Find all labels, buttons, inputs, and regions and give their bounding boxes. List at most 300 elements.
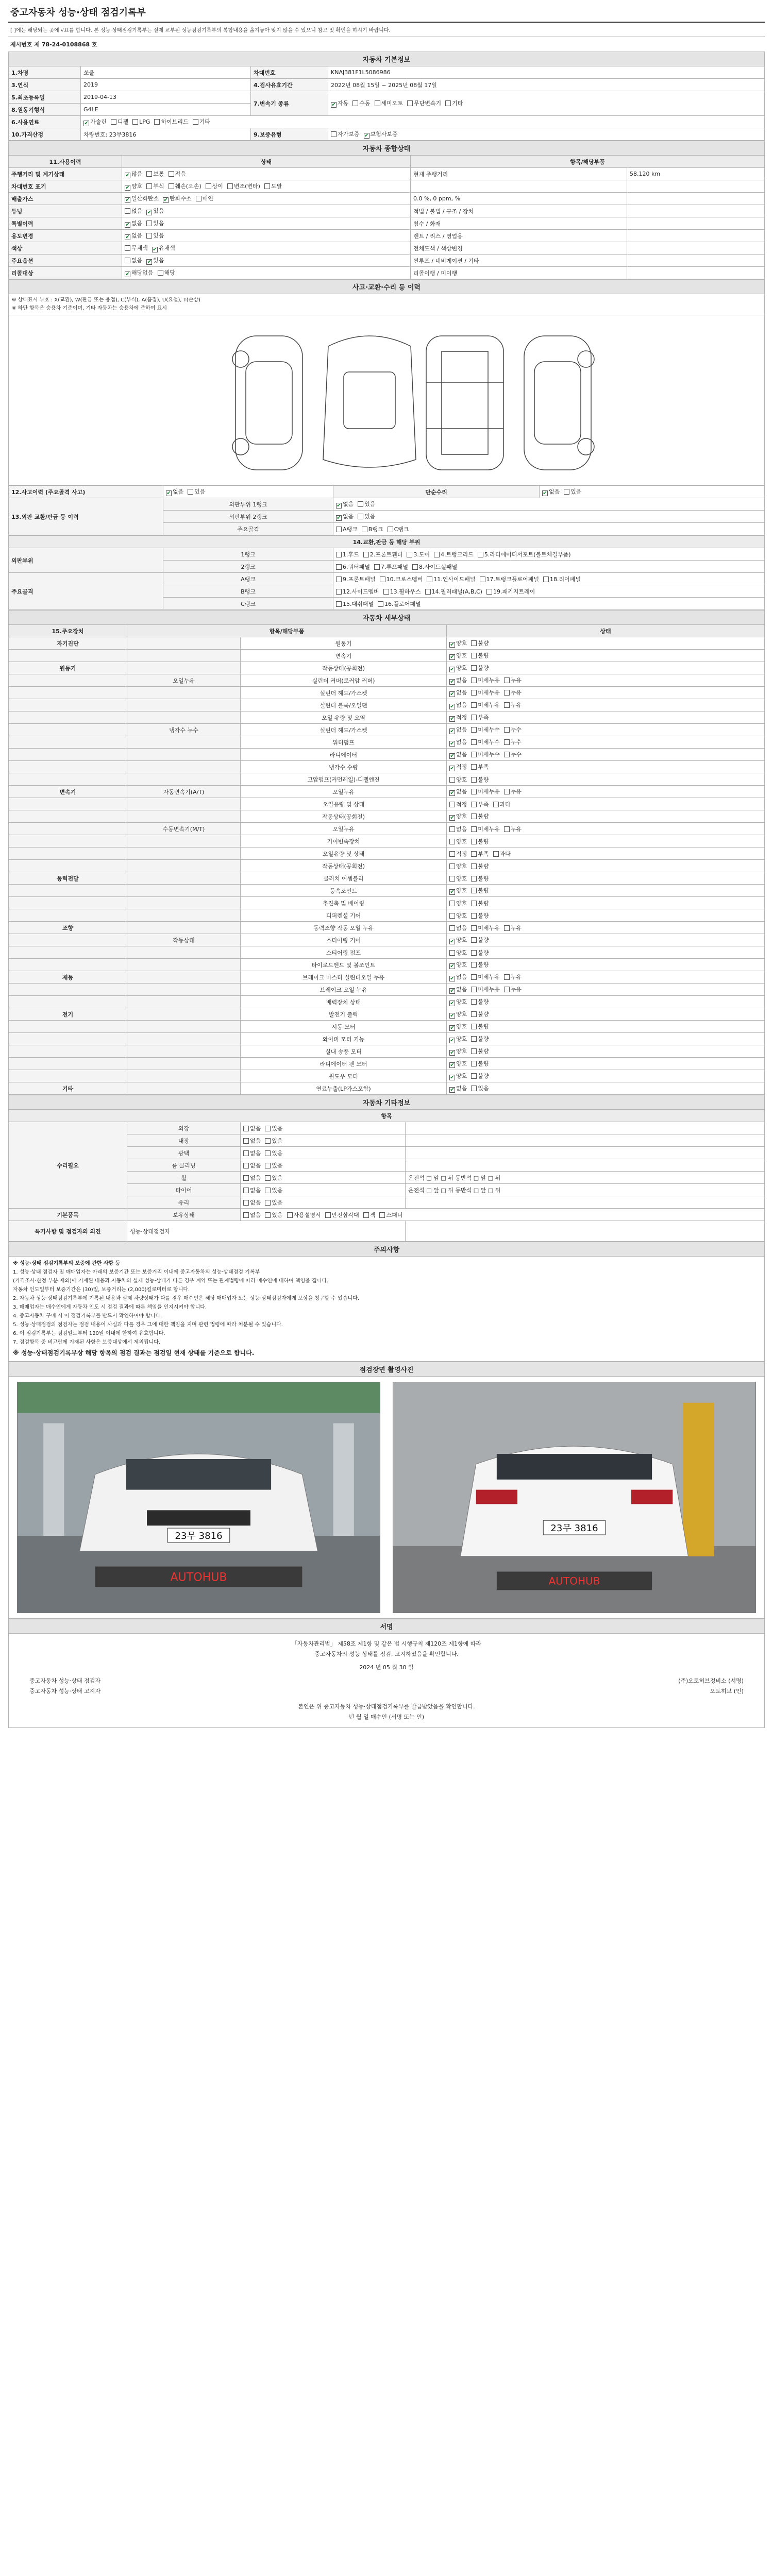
accident.repair_options-option[interactable]: ✔ 없음 — [166, 487, 183, 496]
detail-status[interactable] — [447, 1008, 765, 1021]
checkbox-icon[interactable] — [471, 962, 477, 968]
checkbox-icon[interactable] — [449, 901, 455, 906]
checkbox-icon[interactable] — [111, 119, 116, 125]
accident.simple_options-option[interactable]: ✔ 없음 — [336, 500, 354, 509]
accident.frameC-option[interactable]: 15.대쉬패널 — [336, 600, 374, 608]
basic.fuel_options-option[interactable]: 디젤 — [111, 117, 128, 126]
overall.rows.4.options-option[interactable]: ✔ 없음 — [125, 219, 142, 228]
other-options[interactable] — [241, 1172, 406, 1184]
other.basic_options-option[interactable]: 없음 — [243, 1211, 261, 1219]
basic.trans_options-option[interactable]: ✔ 자동 — [331, 99, 348, 108]
frame-c-parts[interactable] — [333, 598, 765, 610]
other.basic_options-option[interactable]: 있음 — [265, 1211, 282, 1219]
detail.rows.33.options-option[interactable]: 불량 — [471, 1047, 489, 1055]
other.rows.0.options-option[interactable]: 없음 — [243, 1124, 261, 1132]
checkbox-icon[interactable] — [471, 999, 477, 1005]
detail.rows.5.options-option[interactable]: 미세누유 — [471, 701, 500, 709]
checkbox-icon[interactable] — [478, 552, 483, 557]
checkbox-icon[interactable] — [449, 766, 455, 771]
accident.rank1_parts-option[interactable]: 3.도어 — [407, 550, 430, 558]
accident.simple_options-option[interactable]: 있음 — [358, 500, 375, 508]
checkbox-icon[interactable] — [504, 702, 510, 708]
checkbox-icon[interactable] — [449, 988, 455, 994]
overall-row-options[interactable] — [122, 180, 411, 193]
accident.frameA-option[interactable]: 9.프론트패널 — [336, 575, 376, 583]
checkbox-icon[interactable] — [336, 527, 342, 532]
detail-status[interactable] — [447, 761, 765, 773]
detail.rows.8.options-option[interactable]: ✔ 없음 — [449, 738, 467, 747]
detail.rows.5.options-option[interactable]: ✔ 없음 — [449, 701, 467, 709]
detail.rows.12.options-option[interactable]: 미세누유 — [471, 787, 500, 795]
checkbox-icon[interactable] — [125, 197, 130, 203]
detail.rows.35.options-option[interactable]: 불량 — [471, 1072, 489, 1080]
checkbox-icon[interactable] — [166, 490, 172, 496]
checkbox-icon[interactable] — [449, 839, 455, 844]
overall.rows.0.options-option[interactable]: 보통 — [146, 170, 164, 178]
detail.rows.21.options-option[interactable]: 양호 — [449, 899, 467, 907]
checkbox-icon[interactable] — [336, 503, 342, 509]
detail-status[interactable] — [447, 922, 765, 934]
checkbox-icon[interactable] — [193, 119, 198, 125]
detail.rows.32.options-option[interactable]: 불량 — [471, 1035, 489, 1043]
detail.rows.15.options-option[interactable]: 누유 — [504, 825, 522, 833]
checkbox-icon[interactable] — [471, 1011, 477, 1017]
accident.rank1_parts-option[interactable]: 2.프론트휀더 — [363, 550, 403, 558]
detail.rows.27.options-option[interactable]: ✔ 없음 — [449, 973, 467, 981]
other.rows.1.options-option[interactable]: 있음 — [265, 1137, 282, 1145]
detail.rows.28.options-option[interactable]: 미세누유 — [471, 985, 500, 993]
checkbox-icon[interactable] — [265, 1200, 271, 1206]
other.rows.2.options-option[interactable]: 없음 — [243, 1149, 261, 1157]
checkbox-icon[interactable] — [379, 1212, 385, 1218]
checkbox-icon[interactable] — [449, 753, 455, 759]
checkbox-icon[interactable] — [125, 272, 130, 277]
checkbox-icon[interactable] — [449, 851, 455, 857]
detail.rows.7.options-option[interactable]: 미세누수 — [471, 725, 500, 734]
detail-status[interactable] — [447, 786, 765, 798]
checkbox-icon[interactable] — [407, 100, 413, 106]
accident.rank1_parts-option[interactable]: 1.후드 — [336, 550, 359, 558]
detail-status[interactable] — [447, 860, 765, 872]
detail-status[interactable] — [447, 650, 765, 662]
checkbox-icon[interactable] — [471, 974, 477, 980]
rank1-parts[interactable] — [333, 548, 765, 561]
accident.frameA-option[interactable]: 17.트렁크플로어패널 — [480, 575, 540, 583]
detail-status[interactable] — [447, 885, 765, 897]
checkbox-icon[interactable] — [471, 950, 477, 956]
checkbox-icon[interactable] — [471, 1048, 477, 1054]
checkbox-icon[interactable] — [125, 245, 130, 251]
other-options[interactable] — [241, 1147, 406, 1159]
detail-status[interactable] — [447, 996, 765, 1008]
basic-items-options[interactable] — [241, 1209, 765, 1221]
checkbox-icon[interactable] — [471, 913, 477, 919]
checkbox-icon[interactable] — [504, 752, 510, 757]
detail.rows.3.options-option[interactable]: 누유 — [504, 676, 522, 684]
detail-status[interactable] — [447, 959, 765, 971]
detail.rows.31.options-option[interactable]: ✔ 양호 — [449, 1022, 467, 1031]
checkbox-icon[interactable] — [471, 665, 477, 671]
overall-row-options[interactable] — [122, 230, 411, 242]
detail.rows.32.options-option[interactable]: ✔ 양호 — [449, 1035, 467, 1043]
checkbox-icon[interactable] — [471, 677, 477, 683]
checkbox-icon[interactable] — [504, 925, 510, 931]
detail-status[interactable] — [447, 1045, 765, 1058]
accident.frameA-option[interactable]: 18.리어패널 — [543, 575, 581, 583]
detail-status[interactable] — [447, 674, 765, 687]
checkbox-icon[interactable] — [504, 690, 510, 696]
accident.frameB-option[interactable]: 13.휠하우스 — [383, 587, 421, 596]
checkbox-icon[interactable] — [206, 183, 211, 189]
checkbox-icon[interactable] — [471, 1073, 477, 1079]
overall-row-options[interactable] — [122, 193, 411, 205]
other.rows.6.options-option[interactable]: 없음 — [243, 1198, 261, 1207]
accident.simple_options-option[interactable]: ✔ 없음 — [336, 512, 354, 521]
checkbox-icon[interactable] — [471, 826, 477, 832]
checkbox-icon[interactable] — [325, 1212, 331, 1218]
accident.repair_options-option[interactable]: 있음 — [188, 487, 205, 496]
checkbox-icon[interactable] — [434, 552, 440, 557]
checkbox-icon[interactable] — [196, 196, 201, 201]
basic.trans_options-option[interactable]: 수동 — [352, 99, 370, 107]
overall-row-options[interactable] — [122, 242, 411, 255]
detail.rows.4.options-option[interactable]: 미세누유 — [471, 688, 500, 697]
checkbox-icon[interactable] — [188, 489, 193, 495]
checkbox-icon[interactable] — [374, 564, 380, 570]
detail.rows.24.options-option[interactable]: 불량 — [471, 936, 489, 944]
detail.rows.21.options-option[interactable]: 불량 — [471, 899, 489, 907]
checkbox-icon[interactable] — [543, 577, 549, 582]
checkbox-icon[interactable] — [449, 716, 455, 722]
checkbox-icon[interactable] — [169, 183, 174, 189]
accident.rank1_parts-option[interactable]: 4.트렁크리드 — [434, 550, 474, 558]
checkbox-icon[interactable] — [265, 1150, 271, 1156]
checkbox-icon[interactable] — [243, 1175, 249, 1181]
checkbox-icon[interactable] — [449, 1075, 455, 1080]
detail-status[interactable] — [447, 699, 765, 711]
overall.rows.6.options-option[interactable]: ✔ 유채색 — [152, 244, 175, 252]
detail.rows.8.options-option[interactable]: 누수 — [504, 738, 522, 746]
accident.rank1_parts-option[interactable]: 5.라디에이터서포트(볼트체결부품) — [478, 550, 571, 558]
checkbox-icon[interactable] — [471, 752, 477, 757]
checkbox-icon[interactable] — [449, 826, 455, 832]
detail.rows.14.options-option[interactable]: 불량 — [471, 812, 489, 820]
detail-status[interactable] — [447, 835, 765, 848]
detail.rows.25.options-option[interactable]: 불량 — [471, 948, 489, 957]
detail.rows.23.options-option[interactable]: 미세누유 — [471, 924, 500, 932]
other-options[interactable] — [241, 1196, 406, 1209]
checkbox-icon[interactable] — [493, 802, 499, 807]
checkbox-icon[interactable] — [331, 131, 337, 137]
buyer-line[interactable]: 년 월 일 매수인 (서명 또는 인) — [348, 1714, 425, 1720]
detail-status[interactable] — [447, 848, 765, 860]
other-options[interactable] — [241, 1159, 406, 1172]
detail.rows.34.options-option[interactable]: 불량 — [471, 1059, 489, 1067]
checkbox-icon[interactable] — [445, 100, 451, 106]
checkbox-icon[interactable] — [243, 1188, 249, 1193]
checkbox-icon[interactable] — [243, 1150, 249, 1156]
checkbox-icon[interactable] — [287, 1212, 293, 1218]
checkbox-icon[interactable] — [125, 222, 130, 228]
checkbox-icon[interactable] — [125, 185, 130, 191]
overall.rows.8.options-option[interactable]: 해당 — [158, 268, 175, 277]
checkbox-icon[interactable] — [331, 102, 337, 108]
detail.rows.7.options-option[interactable]: ✔ 없음 — [449, 725, 467, 734]
checkbox-icon[interactable] — [449, 889, 455, 895]
checkbox-icon[interactable] — [449, 704, 455, 709]
checkbox-icon[interactable] — [154, 119, 160, 125]
checkbox-icon[interactable] — [471, 702, 477, 708]
checkbox-icon[interactable] — [363, 1212, 369, 1218]
checkbox-icon[interactable] — [449, 741, 455, 747]
checkbox-icon[interactable] — [471, 937, 477, 943]
simple-repair-options[interactable] — [540, 486, 765, 498]
other.rows.0.options-option[interactable]: 있음 — [265, 1124, 282, 1132]
other.rows.5.options-option[interactable]: 없음 — [243, 1186, 261, 1194]
detail.rows.24.options-option[interactable]: ✔ 양호 — [449, 936, 467, 944]
checkbox-icon[interactable] — [146, 210, 152, 215]
accident.rank2_parts-option[interactable]: 8.사이드실패널 — [412, 563, 457, 571]
checkbox-icon[interactable] — [449, 691, 455, 697]
checkbox-icon[interactable] — [449, 642, 455, 648]
checkbox-icon[interactable] — [449, 863, 455, 869]
checkbox-icon[interactable] — [265, 1188, 271, 1193]
detail.rows.18.options-option[interactable]: 양호 — [449, 862, 467, 870]
checkbox-icon[interactable] — [352, 100, 358, 106]
detail-status[interactable] — [447, 662, 765, 674]
accident.rank2_parts-option[interactable]: 7.루프패널 — [374, 563, 408, 571]
accident.rank2_parts-option[interactable]: 6.쿼터패널 — [336, 563, 370, 571]
warranty-options[interactable] — [328, 128, 765, 141]
detail.rows.3.options-option[interactable]: 미세누유 — [471, 676, 500, 684]
other.rows.1.options-option[interactable]: 없음 — [243, 1137, 261, 1145]
detail.rows.10.options-option[interactable]: 부족 — [471, 762, 489, 771]
detail.rows.4.options-option[interactable]: 누유 — [504, 688, 522, 697]
detail-status[interactable] — [447, 1021, 765, 1033]
checkbox-icon[interactable] — [358, 501, 363, 507]
detail-status[interactable] — [447, 637, 765, 650]
other-options[interactable] — [241, 1184, 406, 1196]
detail-status[interactable] — [447, 1070, 765, 1082]
rank1-options[interactable] — [333, 498, 765, 511]
accident.simple_options-option[interactable]: 있음 — [564, 487, 581, 496]
checkbox-icon[interactable] — [542, 490, 548, 496]
checkbox-icon[interactable] — [449, 1025, 455, 1031]
checkbox-icon[interactable] — [169, 171, 174, 177]
detail-status[interactable] — [447, 971, 765, 984]
overall-row-options[interactable] — [122, 267, 411, 279]
detail.rows.22.options-option[interactable]: 불량 — [471, 911, 489, 920]
checkbox-icon[interactable] — [504, 974, 510, 980]
detail.rows.0.options-option[interactable]: ✔ 양호 — [449, 639, 467, 648]
basic.fuel_options-option[interactable]: ✔ 가솔린 — [83, 117, 107, 126]
overall.rows.2.options-option[interactable]: ✔ 탄화수소 — [163, 194, 192, 203]
checkbox-icon[interactable] — [471, 863, 477, 869]
other.rows.5.options-option[interactable]: 있음 — [265, 1186, 282, 1194]
basic.trans_options-option[interactable]: 세미오토 — [375, 99, 404, 107]
overall.rows.5.options-option[interactable]: ✔ 없음 — [125, 231, 142, 240]
overall.rows.5.options-option[interactable]: 있음 — [146, 231, 164, 240]
detail.rows.34.options-option[interactable]: ✔ 양호 — [449, 1059, 467, 1068]
detail-status[interactable] — [447, 934, 765, 946]
detail.rows.18.options-option[interactable]: 불량 — [471, 862, 489, 870]
detail.rows.11.options-option[interactable]: 불량 — [471, 775, 489, 784]
checkbox-icon[interactable] — [471, 764, 477, 770]
detail-status[interactable] — [447, 687, 765, 699]
accident.frameB-option[interactable]: 19.패키지트레이 — [486, 587, 535, 596]
detail.rows.2.options-option[interactable]: 불량 — [471, 664, 489, 672]
detail-status[interactable] — [447, 897, 765, 909]
detail.rows.10.options-option[interactable]: ✔ 적정 — [449, 762, 467, 771]
detail.rows.30.options-option[interactable]: ✔ 양호 — [449, 1010, 467, 1019]
checkbox-icon[interactable] — [449, 777, 455, 783]
accident.frameB-option[interactable]: 14.필러패널(A,B,C) — [425, 587, 482, 596]
checkbox-icon[interactable] — [383, 589, 389, 595]
other.rows.4.options-option[interactable]: 있음 — [265, 1174, 282, 1182]
detail-status[interactable] — [447, 749, 765, 761]
overall.rows.3.options-option[interactable]: 없음 — [125, 207, 142, 215]
other-options[interactable] — [241, 1134, 406, 1147]
checkbox-icon[interactable] — [265, 1175, 271, 1181]
checkbox-icon[interactable] — [504, 789, 510, 794]
overall.rows.1.options-option[interactable]: 도말 — [264, 182, 282, 190]
detail.rows.36.options-option[interactable]: ✔ 없음 — [449, 1084, 467, 1093]
checkbox-icon[interactable] — [471, 1036, 477, 1042]
overall.rows.2.options-option[interactable]: ✔ 일산화탄소 — [125, 194, 159, 203]
checkbox-icon[interactable] — [449, 950, 455, 956]
detail.rows.35.options-option[interactable]: ✔ 양호 — [449, 1072, 467, 1080]
checkbox-icon[interactable] — [471, 789, 477, 794]
detail.rows.20.options-option[interactable]: 불량 — [471, 886, 489, 894]
detail.rows.16.options-option[interactable]: 양호 — [449, 837, 467, 845]
checkbox-icon[interactable] — [480, 577, 485, 582]
checkbox-icon[interactable] — [243, 1212, 249, 1218]
checkbox-icon[interactable] — [265, 1163, 271, 1168]
detail.rows.13.options-option[interactable]: 과다 — [493, 800, 511, 808]
checkbox-icon[interactable] — [375, 100, 380, 106]
checkbox-icon[interactable] — [471, 640, 477, 646]
detail.rows.9.options-option[interactable]: ✔ 없음 — [449, 750, 467, 759]
overall.rows.1.options-option[interactable]: 훼손(오손) — [169, 182, 201, 190]
checkbox-icon[interactable] — [388, 527, 393, 532]
checkbox-icon[interactable] — [449, 939, 455, 944]
other.basic_options-option[interactable]: 스패너 — [379, 1211, 402, 1219]
rank2-options[interactable] — [333, 511, 765, 523]
checkbox-icon[interactable] — [336, 577, 342, 582]
checkbox-icon[interactable] — [471, 901, 477, 906]
checkbox-icon[interactable] — [449, 1050, 455, 1056]
detail.rows.4.options-option[interactable]: ✔ 없음 — [449, 688, 467, 697]
detail-status[interactable] — [447, 724, 765, 736]
checkbox-icon[interactable] — [449, 1001, 455, 1006]
detail.rows.11.options-option[interactable]: 양호 — [449, 775, 467, 784]
overall.rows.6.options-option[interactable]: 무채색 — [125, 244, 148, 252]
checkbox-icon[interactable] — [412, 564, 418, 570]
accident.frameA-option[interactable]: 10.크로스멤버 — [380, 575, 423, 583]
checkbox-icon[interactable] — [449, 913, 455, 919]
detail.rows.19.options-option[interactable]: 양호 — [449, 874, 467, 883]
overall-row-options[interactable] — [122, 168, 411, 180]
detail.rows.0.options-option[interactable]: 불량 — [471, 639, 489, 647]
detail.rows.26.options-option[interactable]: 불량 — [471, 960, 489, 969]
accident.frameC-option[interactable]: 16.플로어패널 — [378, 600, 421, 608]
detail.rows.36.options-option[interactable]: 있음 — [471, 1084, 489, 1092]
checkbox-icon[interactable] — [425, 589, 431, 595]
detail-status[interactable] — [447, 823, 765, 835]
checkbox-icon[interactable] — [336, 601, 342, 607]
overall.rows.7.options-option[interactable]: 없음 — [125, 256, 142, 264]
other.rows.2.options-option[interactable]: 있음 — [265, 1149, 282, 1157]
checkbox-icon[interactable] — [163, 197, 169, 203]
checkbox-icon[interactable] — [125, 173, 130, 178]
checkbox-icon[interactable] — [471, 1024, 477, 1029]
checkbox-icon[interactable] — [471, 802, 477, 807]
checkbox-icon[interactable] — [449, 679, 455, 685]
detail.rows.30.options-option[interactable]: 불량 — [471, 1010, 489, 1018]
detail.rows.19.options-option[interactable]: 불량 — [471, 874, 489, 883]
fuel-options[interactable] — [81, 116, 765, 128]
checkbox-icon[interactable] — [152, 247, 158, 252]
detail.rows.27.options-option[interactable]: 미세누유 — [471, 973, 500, 981]
checkbox-icon[interactable] — [449, 976, 455, 981]
opinion-value[interactable] — [406, 1221, 765, 1242]
checkbox-icon[interactable] — [564, 489, 569, 495]
checkbox-icon[interactable] — [471, 839, 477, 844]
basic.trans_options-option[interactable]: 무단변속기 — [407, 99, 441, 107]
checkbox-icon[interactable] — [125, 234, 130, 240]
checkbox-icon[interactable] — [449, 728, 455, 734]
checkbox-icon[interactable] — [449, 1087, 455, 1093]
overall.rows.7.options-option[interactable]: ✔ 있음 — [146, 256, 164, 265]
detail.rows.16.options-option[interactable]: 불량 — [471, 837, 489, 845]
checkbox-icon[interactable] — [471, 987, 477, 992]
detail.rows.5.options-option[interactable]: 누유 — [504, 701, 522, 709]
checkbox-icon[interactable] — [265, 1138, 271, 1144]
checkbox-icon[interactable] — [449, 1013, 455, 1019]
checkbox-icon[interactable] — [427, 577, 432, 582]
detail.rows.3.options-option[interactable]: ✔ 없음 — [449, 676, 467, 685]
checkbox-icon[interactable] — [504, 739, 510, 745]
overall.rows.1.options-option[interactable]: 상이 — [206, 182, 223, 190]
overall.rows.1.options-option[interactable]: ✔ 양호 — [125, 182, 142, 191]
accident.simple_options-option[interactable]: ✔ 없음 — [542, 487, 560, 496]
checkbox-icon[interactable] — [83, 121, 89, 126]
checkbox-icon[interactable] — [125, 258, 130, 263]
detail-status[interactable] — [447, 946, 765, 959]
detail.rows.15.options-option[interactable]: 없음 — [449, 825, 467, 833]
overall.rows.1.options-option[interactable]: 부식 — [146, 182, 164, 190]
accident.frameA-option[interactable]: 11.인사이드패널 — [427, 575, 475, 583]
checkbox-icon[interactable] — [243, 1126, 249, 1131]
detail-status[interactable] — [447, 984, 765, 996]
detail-status[interactable] — [447, 736, 765, 749]
checkbox-icon[interactable] — [471, 814, 477, 819]
detail-status[interactable] — [447, 872, 765, 885]
accident.frame_options-option[interactable]: C랭크 — [388, 525, 409, 533]
checkbox-icon[interactable] — [486, 589, 492, 595]
detail.rows.15.options-option[interactable]: 미세누유 — [471, 825, 500, 833]
detail.rows.6.options-option[interactable]: ✔ 적정 — [449, 713, 467, 722]
overall.rows.1.options-option[interactable]: 변조(변타) — [227, 182, 260, 190]
checkbox-icon[interactable] — [449, 815, 455, 821]
accident.frame_options-option[interactable]: A랭크 — [336, 525, 358, 533]
other.basic_options-option[interactable]: 잭 — [363, 1211, 376, 1219]
basic.fuel_options-option[interactable]: 기타 — [193, 117, 210, 126]
detail.rows.12.options-option[interactable]: ✔ 없음 — [449, 787, 467, 796]
checkbox-icon[interactable] — [132, 119, 138, 125]
detail.rows.14.options-option[interactable]: ✔ 양호 — [449, 812, 467, 821]
other.basic_options-option[interactable]: 사용설명서 — [287, 1211, 321, 1219]
